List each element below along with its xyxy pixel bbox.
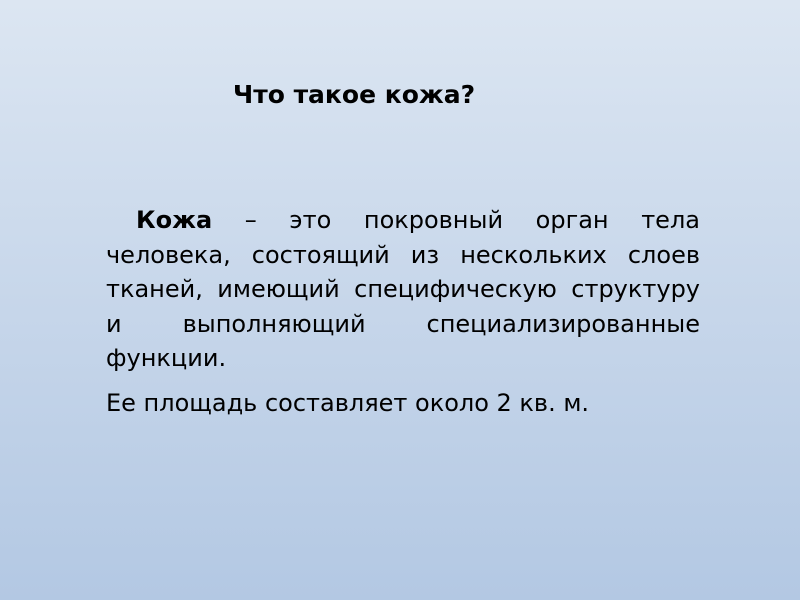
definition-paragraph — [106, 203, 700, 376]
definition-text: – это покровный орган тела человека, состоящий из нескольких слоев тканей, имеющий специфическую структуру и выполняющий специализированные функции. — [106, 206, 700, 372]
definition-term: Кожа — [136, 206, 213, 234]
slide-title: Что такое кожа? — [233, 80, 476, 109]
slide-body — [106, 203, 700, 420]
area-paragraph: Ее площадь составляет около 2 кв. м. — [106, 388, 590, 417]
